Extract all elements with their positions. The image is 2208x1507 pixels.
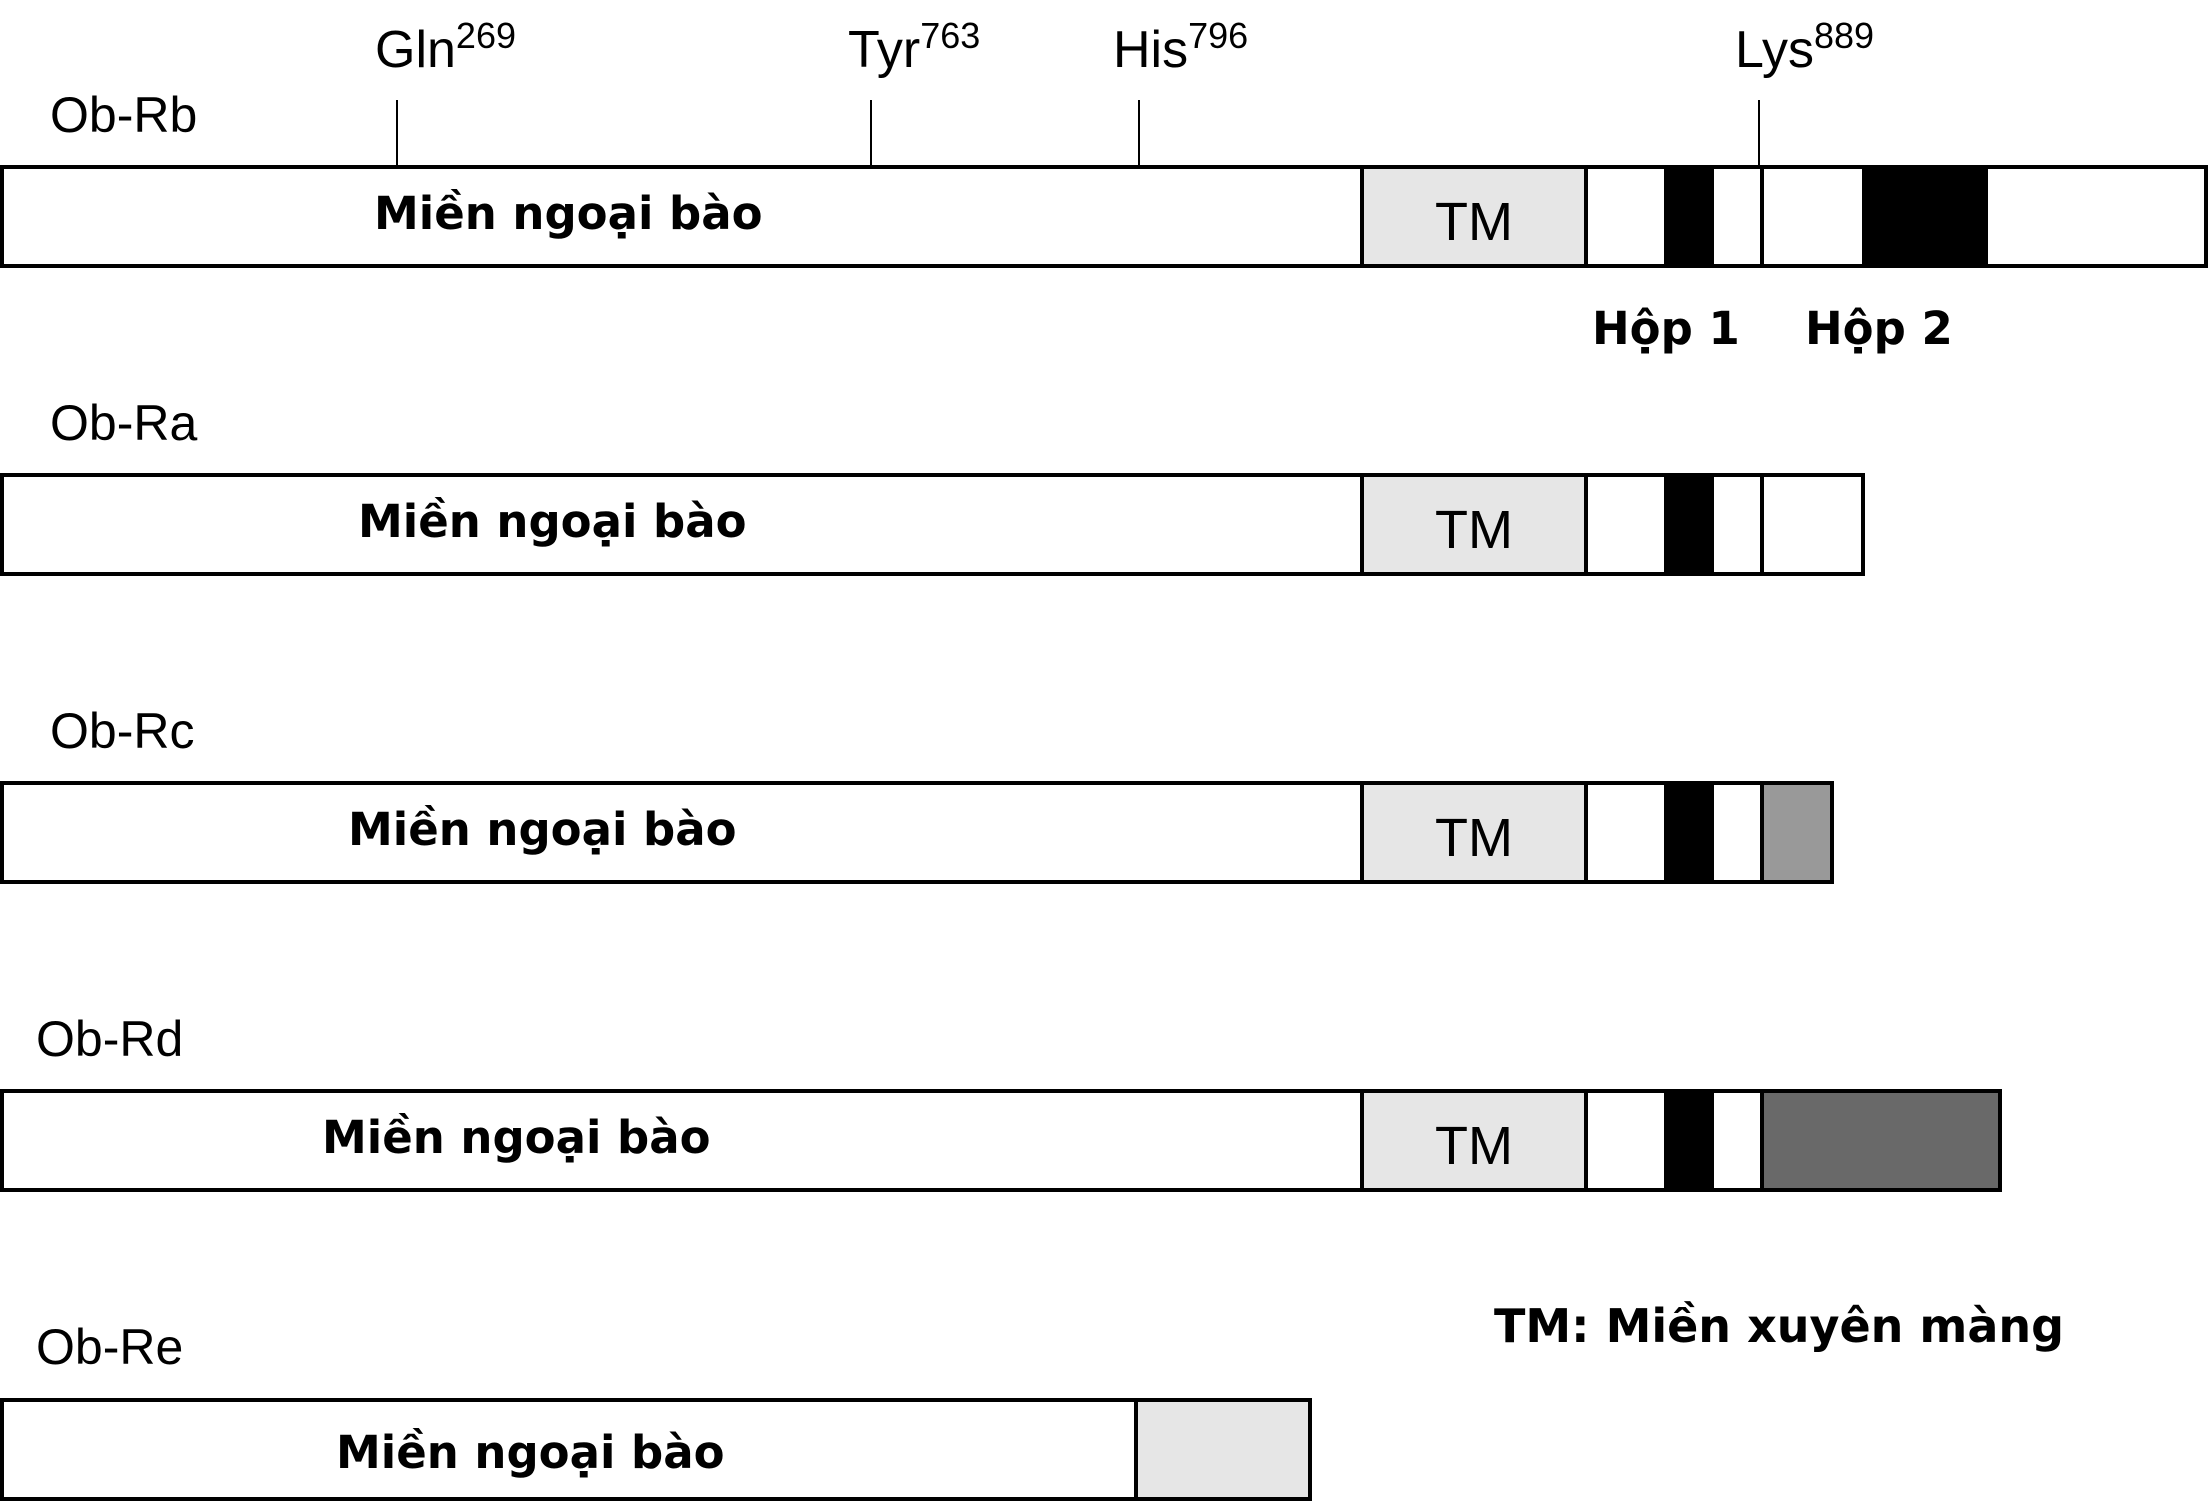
isoform-label-obrd: Ob-Rd [36, 1011, 184, 1067]
site-residue: Tyr [848, 21, 921, 79]
isoform-label-obrb: Ob-Rb [50, 87, 198, 143]
isoform-bar-obrd [0, 1089, 2002, 1192]
extracellular-domain-label: Miền ngoại bào [374, 187, 763, 240]
tm-legend: TM: Miền xuyên màng [1494, 1299, 2065, 1353]
extracellular-domain-label: Miền ngoại bào [322, 1111, 711, 1164]
site-tick-his796 [1138, 100, 1140, 166]
site-number: 269 [455, 15, 516, 56]
isoform-bar-obrc [0, 781, 1834, 884]
box1-label: Hộp 1 [1592, 302, 1740, 355]
tm-domain [1360, 169, 1588, 264]
cytoplasmic-tail-dark [1760, 1093, 1998, 1188]
site-label-his796 [1113, 15, 1249, 79]
box1-segment [1664, 477, 1714, 572]
isoform-bar-obre [0, 1398, 1312, 1501]
site-number: 763 [920, 15, 981, 56]
soluble-tail [1134, 1402, 1308, 1497]
site-tick-gln269 [396, 100, 398, 166]
divider [1760, 477, 1764, 572]
divider-lys889 [1760, 169, 1764, 264]
isoform-label-obrc: Ob-Rc [50, 703, 195, 759]
box1-segment [1664, 169, 1714, 264]
site-tick-tyr763 [870, 100, 872, 166]
isoform-label-obre: Ob-Re [36, 1319, 184, 1375]
tm-label: TM [1435, 808, 1513, 868]
site-label-lys889 [1735, 15, 1875, 79]
extracellular-domain-label: Miền ngoại bào [358, 495, 747, 548]
tm-label: TM [1435, 1116, 1513, 1176]
site-number: 889 [1814, 15, 1875, 56]
tm-domain [1360, 477, 1588, 572]
isoform-label-obra: Ob-Ra [50, 395, 198, 451]
extracellular-domain-label: Miền ngoại bào [336, 1426, 725, 1479]
box1-segment [1664, 1093, 1714, 1188]
cytoplasmic-tail-light [1760, 785, 1830, 880]
site-label-gln269 [375, 15, 516, 79]
tm-label: TM [1435, 192, 1513, 252]
tm-domain [1360, 785, 1588, 880]
box1-segment [1664, 785, 1714, 880]
site-number: 796 [1188, 15, 1249, 56]
site-residue: Gln [375, 21, 456, 79]
box2-label: Hộp 2 [1805, 302, 1953, 355]
extracellular-domain-label: Miền ngoại bào [348, 803, 737, 856]
site-residue: His [1113, 21, 1189, 79]
tm-label: TM [1435, 500, 1513, 560]
site-label-tyr763 [848, 15, 981, 79]
isoform-bar-obrb [0, 165, 2208, 268]
tm-domain [1360, 1093, 1588, 1188]
box2-segment [1862, 169, 1988, 264]
site-residue: Lys [1735, 21, 1814, 79]
site-tick-lys889 [1758, 100, 1760, 166]
isoform-bar-obra [0, 473, 1865, 576]
